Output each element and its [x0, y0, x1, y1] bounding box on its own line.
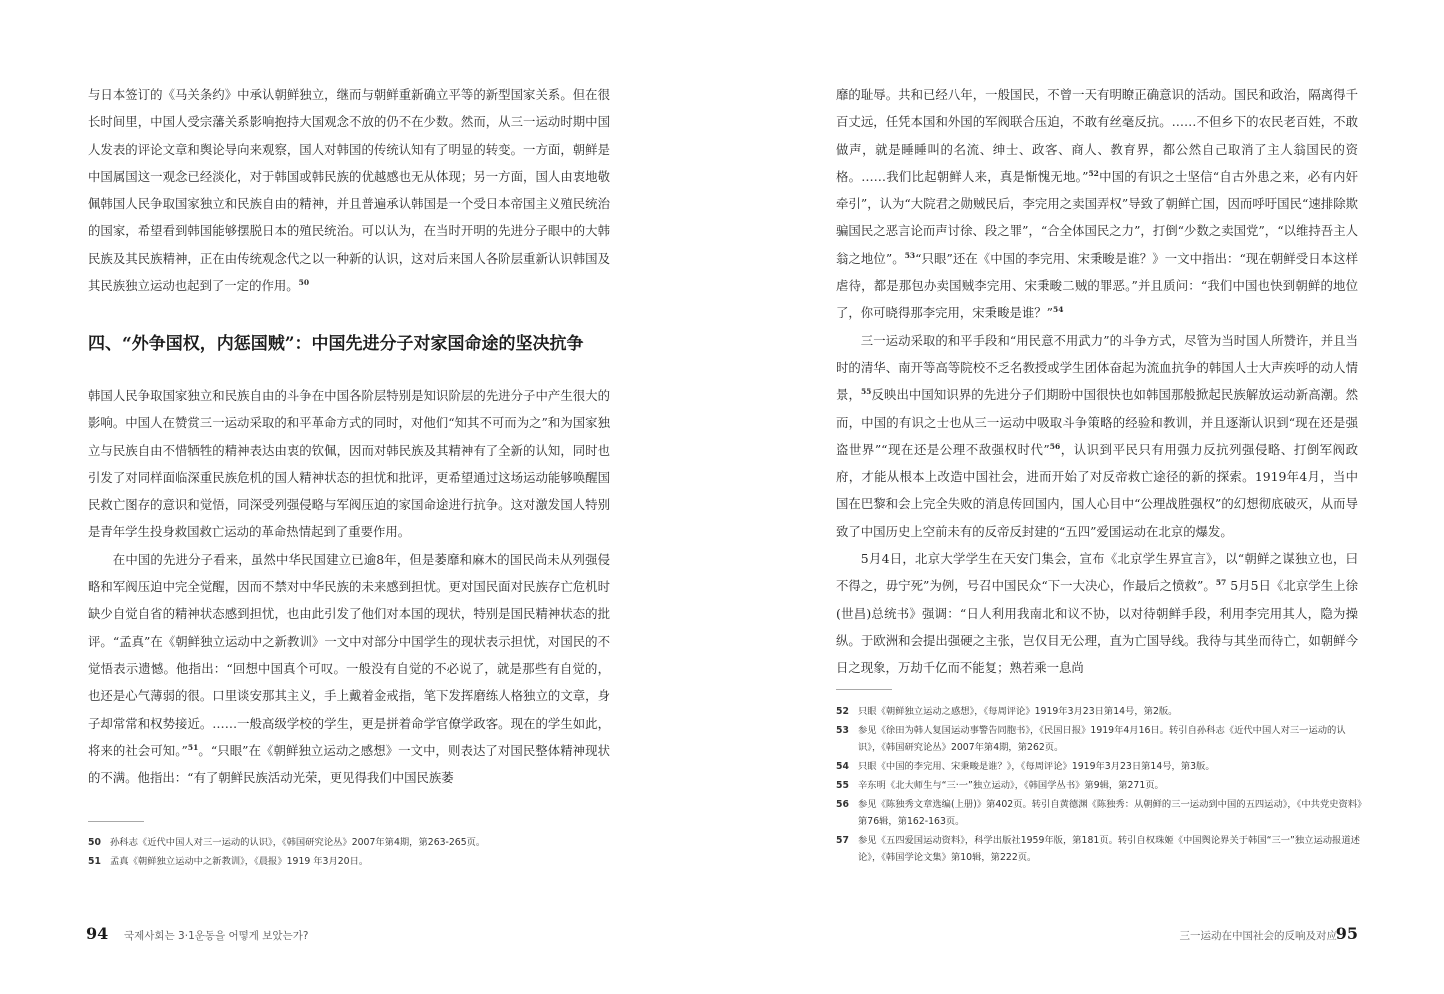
footnote-ref: 55 — [860, 387, 872, 397]
footnote — [836, 758, 1366, 775]
footnote-text: 参见《陈独秀文章选编(上册)》第402页。转引自黄德渊《陈独秀：从朝鲜的三一运动到中国的五四运动》，《中共党史资料》第76辑，第162-163页。 — [858, 799, 1362, 827]
footnote-ref: 53 — [904, 250, 916, 260]
footnote-number: 51 — [88, 856, 101, 867]
footnote-number: 57 — [836, 835, 849, 846]
footnote-text: 孟真《朝鲜独立运动中之新教训》，《晨报》1919 年3月20日。 — [110, 856, 369, 867]
footnote-number: 54 — [836, 761, 849, 772]
footnote — [836, 832, 1366, 866]
left-top-text — [88, 81, 610, 299]
page-number: 95 — [1335, 924, 1358, 943]
footnote-number: 56 — [836, 799, 849, 810]
footnote-text: 参见《徐田为韩人复国运动事警告同胞书》，《民国日报》1919年4月16日。转引自孙科志《近代中国人对三一运动的认识》，《韩国研究论丛》2007年第4期，第262页。 — [858, 725, 1346, 753]
footnote-ref: 56 — [1049, 441, 1061, 451]
paragraph-text: 中国的有识之士坚信“自古外患之来，必有内奸牵引”，认为“大院君之勋贼民后，李完用之卖国弄权”导致了朝鲜亡国，因而呼吁国民“速排除欺骗国民之恶言论而声讨徐、段之罪”，“合全体国民之力”，打倒“少数之卖国党”，“以维持吾主人翁之地位”。 — [836, 168, 1358, 266]
left-main-text — [88, 382, 610, 791]
footnote-ref: 57 — [1215, 578, 1227, 588]
paragraph — [836, 545, 1358, 681]
footnote-ref: 51 — [187, 742, 199, 752]
running-head: 국제사회는 3·1운동을 어떻게 보았는가? — [124, 930, 309, 942]
page-number: 94 — [86, 924, 109, 943]
footnote-text: 辛东明《北大师生与“三·一”独立运动》，《韩国学丛书》第9辑，第271页。 — [858, 780, 1164, 791]
paragraph-text: “只眼”还在《中国的李完用、宋秉畯是谁？》一文中指出：“现在朝鲜受日本这样虐待，都是那包办卖国贼李完用、宋秉畯二贼的罪恶。”并且质问：“我们中国也快到朝鲜的地位了，你可晓得那李完用，宋秉畯是谁？” — [836, 250, 1358, 321]
footnote — [836, 722, 1366, 756]
paragraph-text: 在中国的先进分子看来，虽然中华民国建立已逾8年，但是萎靡和麻木的国民尚未从列强侵略和军阀压迫中完全觉醒，因而不禁对中华民族的未来感到担忧。更对国民面对民族存亡危机时缺少自觉自省的精神状态感到担忧，也由此引发了他们对本国的现状，特别是国民精神状态的批评。“孟真”在《朝鲜独立运动中之新教训》一文中对部分中国学生的现状表示担忧，对国民的不觉悟表示遗憾。他指出：“回想中国真个可叹。一般没有自觉的不必说了，就是那些有自觉的，也还是心气薄弱的很。口里谈安那其主义，手上戴着金戒指，笔下发挥磨练人格独立的文章，身子却常常和权势接近。……一般高级学校的学生，更是拼着命学官僚学政客。现在的学生如此，将来的社会可知。” — [88, 551, 610, 758]
footnote-number: 55 — [836, 780, 849, 791]
footnote-ref: 50 — [298, 278, 310, 288]
footnote-text: 只眼《朝鲜独立运动之感想》，《每周评论》1919年3月23日第14号，第2版。 — [858, 706, 1178, 717]
footnote — [88, 834, 618, 851]
paragraph — [836, 81, 1358, 327]
footnote-ref: 52 — [1088, 168, 1099, 178]
footnote — [836, 777, 1366, 794]
footnote-divider — [88, 821, 144, 822]
paragraph-text: 反映出中国知识界的先进分子们期盼中国很快也如韩国那般掀起民族解放运动新高潮。然而，中国的有识之士也从三一运动中吸取斗争策略的经验和教训，并且逐渐认识到“现在还是强盗世界”“现在还是公理不敌强权时代” — [836, 387, 1359, 457]
footnote-text: 参见《五四爱国运动资料》，科学出版社1959年版，第181页。转引自权珠姬《中国舆论界关于韩国“三一”独立运动报道述论》，《韩国学论文集》第10辑，第222页。 — [858, 835, 1360, 863]
footnotes — [88, 834, 618, 872]
footnote-divider — [836, 689, 892, 690]
paragraph-text: 靡的耻辱。共和已经八年，一般国民，不曾一天有明瞭正确意识的活动。国民和政治，隔离得千百丈远，任凭本国和外国的军阀联合压迫，不敢有丝毫反抗。……不但乡下的农民老百姓，不敢做声，就是睡睡叫的名流、绅士、政客、商人、教育界，都公然自己取消了主人翁国民的资格。……我们比起朝鲜人来，真是惭愧无地。” — [836, 87, 1358, 184]
footnote — [88, 853, 618, 870]
footnote-text: 孙科志《近代中国人对三一运动的认识》，《韩国研究论丛》2007年第4期，第263-265页。 — [110, 837, 486, 848]
paragraph-text: 三一运动采取的和平手段和“用民意不用武力”的斗争方式，尽管为当时国人所赞许，并且当时的清华、南开等高等院校不乏名教授或学生团体奋起为流血抗争的韩国人士大声疾呼的动人情景， — [836, 332, 1358, 403]
paragraph-text: 。“只眼”在《朝鲜独立运动之感想》一文中，则表达了对国民整体精神现状的不满。他指出：“有了朝鲜民族活动光荣，更见得我们中国民族萎 — [88, 742, 610, 786]
footnote-number: 50 — [88, 837, 101, 848]
footnotes — [836, 703, 1366, 868]
footnote-text: 只眼《中国的李完用、宋秉畯是谁？》，《每周评论》1919年3月23日第14号，第3版。 — [858, 761, 1215, 772]
right-page — [722, 0, 1444, 994]
section-heading: 四、“外争国权，内惩国贼”：中国先进分子对家国命途的坚决抗争 — [88, 334, 584, 354]
paragraph-text: 5月4日，北京大学学生在天安门集会，宣布《北京学生界宣言》，以“朝鲜之谋独立也，曰不得之，毋宁死”为例，号召中国民众“下一大决心，作最后之愤救”。 — [836, 551, 1358, 594]
paragraph — [88, 546, 610, 792]
footnote-number: 52 — [836, 706, 849, 717]
running-head: 三一运动在中国社会的反响及对应 — [1179, 930, 1337, 942]
paragraph-text: 5月5日《北京学生上徐(世昌)总统书》强调：“日人利用我南北和议不协，以对待朝鲜手段，利用李完用其人，隐为操纵。于欧洲和会提出强硬之主张，岂仅目无公理，直为亡国导线。我待与其坐而待亡，如朝鲜今日之现象，万劫千亿而不能复；熟若乘一息尚 — [836, 578, 1358, 676]
footnote-number: 53 — [836, 725, 849, 736]
paragraph-text: ，认识到平民只有用强力反抗列强侵略、打倒军阀政府，才能从根本上改造中国社会，进而开始了对反帝救亡途径的新的探索。1919年4月，当中国在巴黎和会上完全失败的消息传回国内，国人心目中“公理战胜强权”的幻想彻底破灭，从而导致了中国历史上空前未有的反帝反封建的“五四”爱国运动在北京的爆发。 — [836, 441, 1359, 539]
paragraph: 韩国人民争取国家独立和民族自由的斗争在中国各阶层特别是知识阶层的先进分子中产生很大的影响。中国人在赞赏三一运动采取的和平革命方式的同时，对他们“知其不可而为之”和为国家独立与民族自由不惜牺牲的精神表达由衷的钦佩，因而对韩民族及其精神有了全新的认知，同时也引发了对同样面临深重民族危机的国人精神状态的担忧和批评，更希望通过这场运动能够唤醒国民救亡图存的意识和觉悟，同深受列强侵略与军阀压迫的家国命途进行抗争。这对激发国人特别是青年学生投身救国救亡运动的革命热情起到了重要作用。 — [88, 388, 610, 540]
footnote — [836, 703, 1366, 720]
right-main-text — [836, 81, 1358, 682]
footnote-ref: 54 — [1052, 305, 1064, 315]
paragraph-text: 与日本签订的《马关条约》中承认朝鲜独立，继而与朝鲜重新确立平等的新型国家关系。但在很长时间里，中国人受宗藩关系影响抱持大国观念不放的仍不在少数。然而，从三一运动时期中国人发表的评论文章和舆论导向来观察，国人对韩国的传统认知有了明显的转变。一方面，朝鲜是中国属国这一观念已经淡化，对于韩国或韩民族的优越感也无从体现；另一方面，国人由衷地敬佩韩国人民争取国家独立和民族自由的精神，并且普遍承认韩国是一个受日本帝国主义殖民统治的国家，希望看到韩国能够摆脱日本的殖民统治。可以认为，在当时开明的先进分子眼中的大韩民族及其民族精神，正在由传统观念代之以一种新的认识，这对后来国人各阶层重新认识韩国及其民族独立运动也起到了一定的作用。 — [88, 87, 610, 294]
paragraph — [836, 327, 1358, 545]
paragraph — [88, 81, 610, 299]
footnote — [836, 796, 1366, 830]
